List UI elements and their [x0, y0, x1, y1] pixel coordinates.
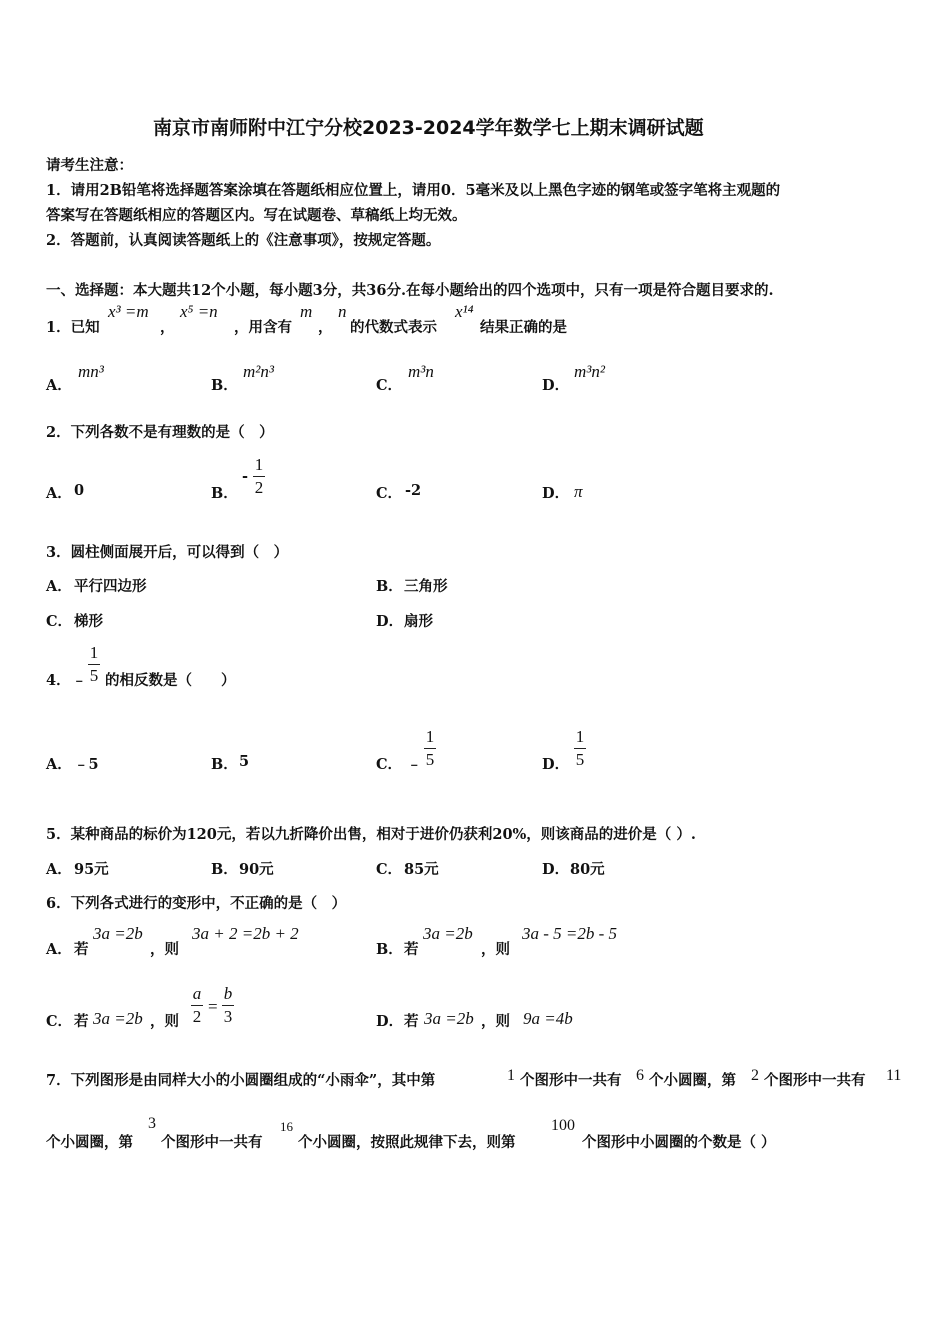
q6-stem: 6．下列各式进行的变形中，不正确的是（ ） — [46, 895, 347, 912]
q4-option-a-value: ﹣5 — [74, 756, 99, 773]
q7-part-1: 7．下列图形是由同样大小的小圆圈组成的“小雨伞”，其中第 — [46, 1072, 436, 1089]
q3-option-d-value: 扇形 — [404, 613, 433, 630]
q3-option-a-label: A． — [46, 578, 72, 595]
q1-option-d-value: m³n² — [574, 362, 605, 381]
q4-prefix: 4． — [46, 672, 71, 689]
q7-part-8: 个图形中小圆圈的个数是（ ） — [582, 1134, 776, 1151]
fraction-numerator: 1 — [425, 727, 435, 746]
fraction-bar — [574, 748, 586, 749]
q5-stem: 5．某种商品的标价为120元，若以九折降价出售，相对于进价仍获利20%，则该商品的进价是（ ）. — [46, 826, 696, 843]
q1-option-c-label: C． — [376, 377, 403, 394]
q6-option-c-equals: = — [208, 997, 218, 1016]
q3-stem: 3．圆柱侧面展开后，可以得到（ ） — [46, 544, 289, 561]
q1-option-c-value: m³n — [408, 362, 434, 381]
q6-option-c-label: C． — [46, 1013, 73, 1030]
fraction-numerator: 1 — [575, 727, 585, 746]
q7-part-6: 个图形中一共有 — [161, 1134, 263, 1151]
fraction-bar — [253, 476, 265, 477]
q7-number-2: 6 — [636, 1067, 644, 1084]
q1-text-4: 结果正确的是 — [480, 319, 567, 336]
q6-option-b-if: 若 — [404, 941, 419, 958]
q2-stem: 2．下列各数不是有理数的是（ ） — [46, 424, 274, 441]
q6-option-a-label: A． — [46, 941, 72, 958]
q4-sign: ﹣ — [72, 672, 87, 689]
q6-option-d-if: 若 — [404, 1013, 419, 1030]
q1-option-b-value: m²n³ — [243, 362, 274, 381]
q5-option-d-value: 80元 — [570, 861, 605, 878]
q7-number-3: 2 — [751, 1067, 759, 1084]
q1-target: x¹⁴ — [455, 302, 474, 321]
q3-option-b-value: 三角形 — [404, 578, 448, 595]
q1-option-d-label: D． — [542, 377, 570, 394]
q1-text-3: 的代数式表示 — [350, 319, 437, 336]
q4-option-b-label: B． — [211, 756, 238, 773]
q5-option-d-label: D． — [542, 861, 570, 878]
q7-part-5: 个小圆圈，第 — [46, 1134, 133, 1151]
q6-option-c-then: ，则 — [150, 1013, 179, 1030]
q6-option-c-right-fraction — [222, 985, 234, 1026]
q6-option-d-result: 9a =4b — [523, 1009, 573, 1028]
fraction-numerator: b — [223, 984, 233, 1003]
fraction-bar — [424, 748, 436, 749]
q7-number-7: 100 — [551, 1117, 575, 1134]
q7-part-4: 个图形中一共有 — [764, 1072, 866, 1089]
q2-option-b-sign: - — [242, 468, 249, 485]
q5-option-a-label: A． — [46, 861, 72, 878]
q7-number-5: 3 — [148, 1115, 156, 1132]
q1-sep-1: ， — [160, 319, 175, 336]
fraction-denominator: 3 — [223, 1007, 233, 1026]
q1-given-2: x⁵ =n — [180, 302, 218, 321]
notice-line-2: 答案写在答题纸相应的答题区内。写在试题卷、草稿纸上均无效。 — [46, 207, 467, 224]
fraction-bar — [222, 1005, 234, 1006]
q2-option-b-label: B． — [211, 485, 238, 502]
q4-fraction — [88, 644, 100, 685]
q7-part-2: 个图形中一共有 — [520, 1072, 622, 1089]
q1-sep-2: ， — [318, 319, 333, 336]
q1-option-b-label: B． — [211, 377, 238, 394]
fraction-bar — [191, 1005, 203, 1006]
fraction-numerator: 1 — [254, 455, 264, 474]
q2-option-d-value: π — [574, 482, 583, 501]
q2-option-a-value: 0 — [74, 482, 85, 499]
q4-suffix: 的相反数是（ ） — [105, 672, 236, 689]
q4-option-d-label: D． — [542, 756, 570, 773]
q7-number-4: 11 — [886, 1067, 902, 1084]
q4-option-c-label: C． — [376, 756, 403, 773]
q6-option-a-if: 若 — [74, 941, 89, 958]
q4-option-a-label: A． — [46, 756, 72, 773]
fraction-denominator: 5 — [575, 750, 585, 769]
q3-option-d-label: D． — [376, 613, 404, 630]
q6-option-a-then: ，则 — [150, 941, 179, 958]
q7-part-7: 个小圆圈，按照此规律下去，则第 — [298, 1134, 516, 1151]
fraction-numerator: a — [192, 984, 202, 1003]
q7-number-6: 16 — [280, 1119, 293, 1134]
q5-option-a-value: 95元 — [74, 861, 109, 878]
fraction-denominator: 5 — [89, 666, 99, 685]
q6-option-d-then: ，则 — [481, 1013, 510, 1030]
fraction-numerator: 1 — [89, 643, 99, 662]
fraction-denominator: 2 — [254, 478, 264, 497]
q2-option-a-label: A． — [46, 485, 72, 502]
q7-part-3: 个小圆圈，第 — [649, 1072, 736, 1089]
notice-heading: 请考生注意： — [46, 157, 133, 174]
q2-option-c-label: C． — [376, 485, 403, 502]
fraction-bar — [88, 664, 100, 665]
q6-option-a-cond: 3a =2b — [93, 924, 143, 943]
q2-option-b-fraction — [253, 456, 265, 497]
fraction-denominator: 2 — [192, 1007, 202, 1026]
q1-option-a-label: A． — [46, 377, 72, 394]
page-title: 南京市南师附中江宁分校2023-2024学年数学七上期末调研试题 — [153, 117, 704, 139]
q1-given-1: x³ =m — [108, 302, 149, 321]
q6-option-c-if: 若 — [74, 1013, 89, 1030]
q3-option-c-label: C． — [46, 613, 73, 630]
q4-option-d-fraction — [574, 728, 586, 769]
q4-option-c-fraction — [424, 728, 436, 769]
q1-var-m: m — [300, 302, 313, 321]
q6-option-c-cond: 3a =2b — [93, 1009, 143, 1028]
q2-option-c-value: -2 — [405, 482, 422, 499]
q3-option-a-value: 平行四边形 — [74, 578, 147, 595]
section-heading: 一、选择题：本大题共12个小题，每小题3分，共36分.在每小题给出的四个选项中，只有一项是符合题目要求的. — [46, 282, 774, 299]
q6-option-b-label: B． — [376, 941, 403, 958]
q6-option-d-label: D． — [376, 1013, 404, 1030]
q6-option-b-then: ，则 — [481, 941, 510, 958]
q6-option-b-cond: 3a =2b — [423, 924, 473, 943]
q1-text-2: ，用含有 — [234, 319, 292, 336]
q1-var-n: n — [338, 302, 347, 321]
q4-option-b-value: 5 — [239, 753, 250, 770]
notice-line-1: 1．请用2B铅笔将选择题答案涂填在答题纸相应位置上，请用0．5毫米及以上黑色字迹的钢笔或签字笔将主观题的 — [46, 182, 781, 199]
q5-option-c-value: 85元 — [404, 861, 439, 878]
q4-option-c-sign: ﹣ — [407, 756, 422, 773]
q6-option-c-left-fraction — [191, 985, 203, 1026]
q2-option-d-label: D． — [542, 485, 570, 502]
notice-line-3: 2．答题前，认真阅读答题纸上的《注意事项》，按规定答题。 — [46, 232, 441, 249]
q6-option-d-cond: 3a =2b — [424, 1009, 474, 1028]
fraction-denominator: 5 — [425, 750, 435, 769]
q1-option-a-value: mn³ — [78, 362, 104, 381]
q3-option-b-label: B． — [376, 578, 403, 595]
q6-option-b-result: 3a - 5 =2b - 5 — [522, 924, 618, 943]
q6-option-a-result: 3a + 2 =2b + 2 — [192, 924, 299, 943]
q3-option-c-value: 梯形 — [74, 613, 103, 630]
q7-number-1: 1 — [507, 1067, 515, 1084]
q5-option-b-value: 90元 — [239, 861, 274, 878]
q5-option-b-label: B． — [211, 861, 238, 878]
q1-prefix: 1．已知 — [46, 319, 100, 336]
q5-option-c-label: C． — [376, 861, 403, 878]
